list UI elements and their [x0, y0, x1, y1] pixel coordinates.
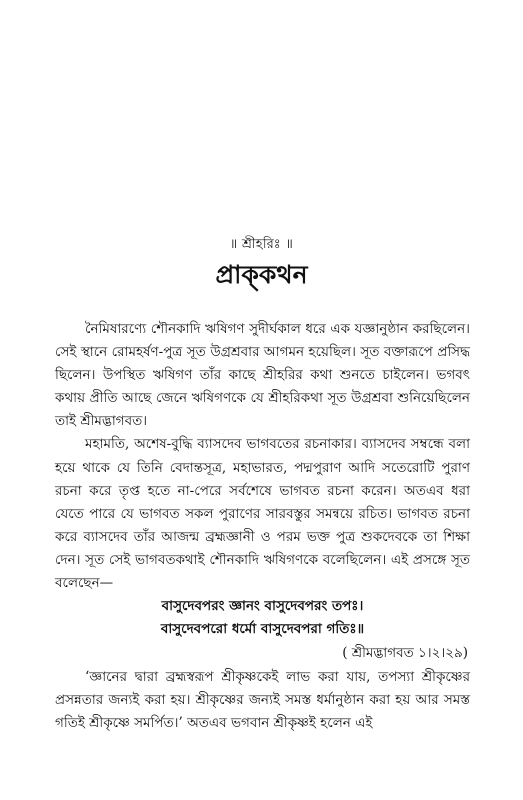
verse-citation: ( শ্রীমদ্ভাগবত ১।২।২৯): [342, 645, 468, 662]
body-text: [55, 318, 470, 735]
verse-line: বাসুদেবপরো ধর্মো বাসুদেবপরা গতিঃ॥: [160, 621, 365, 638]
verse-line: বাসুদেবপরং জ্ঞানং বাসুদেবপরং তপঃ।: [161, 598, 364, 615]
paragraph: মহামতি, অশেষ-বুদ্ধি ব্যাসদেব ভাগবতের রচনাকার। ব্যাসদেব সম্বন্ধে বলা হয়ে থাকে যে তিনি বেদান্তসূত্র, মহাভারত, পদ্মপুরাণ আদি সতেরোটি পুরাণ রচনা করে তৃপ্ত হতে না-পেরে সর্বশেষে ভাগবত রচনা করেন। অতএব ধরা যেতে পারে যে ভাগবত সকল পুরাণের সারবস্তুর সমন্বয়ে রচিত। ভাগবত রচনা করে ব্যাসদেব তাঁর আজন্ম ব্রহ্মজ্ঞানী ও পরম ভক্ত পুত্র শুকদেবকে তা শিক্ষা দেন। সূত সেই ভাগবতকথাই শৌনকাদি ঋষিগণকে বলেছিলেন। এই প্রসঙ্গে সূত বলেছেন—: [55, 436, 470, 592]
paragraph: ‘জ্ঞানের দ্বারা ব্রহ্মস্বরূপ শ্রীকৃষ্ণকেই লাভ করা যায়, তপস্যা শ্রীকৃষ্ণের প্রসন্নতার জন্যই করা হয়। শ্রীকৃষ্ণের জন্যই সমস্ত ধর্মানুষ্ঠান করা হয় আর সমস্ত গতিই শ্রীকৃষ্ণে সমর্পিত।’ অতএব ভগবান শ্রীকৃষ্ণই হলেন এই: [55, 669, 470, 732]
invocation: ॥ শ্রীহরিঃ ॥: [229, 237, 294, 252]
paragraph: নৈমিষারণ্যে শৌনকাদি ঋষিগণ সুদীর্ঘকাল ধরে এক যজ্ঞানুষ্ঠান করছিলেন। সেই স্থানে রোমহর্ষণ-পুত্র সূত উগ্রশ্রবার আগমন হয়েছিল। সূত বক্তারূপে প্রসিদ্ধ ছিলেন। উপস্থিত ঋষিগণ তাঁর কাছে শ্রীহরির কথা শুনতে চাইলেন। ভগবৎ কথায় প্রীতি আছে জেনে ঋষিগণকে যে শ্রীহরিকথা সূত উগ্রশ্রবা শুনিয়েছিলেন তাই শ্রীমদ্ভাগবত।: [55, 321, 470, 430]
page-title: প্রাক্‌কথন: [215, 260, 308, 289]
